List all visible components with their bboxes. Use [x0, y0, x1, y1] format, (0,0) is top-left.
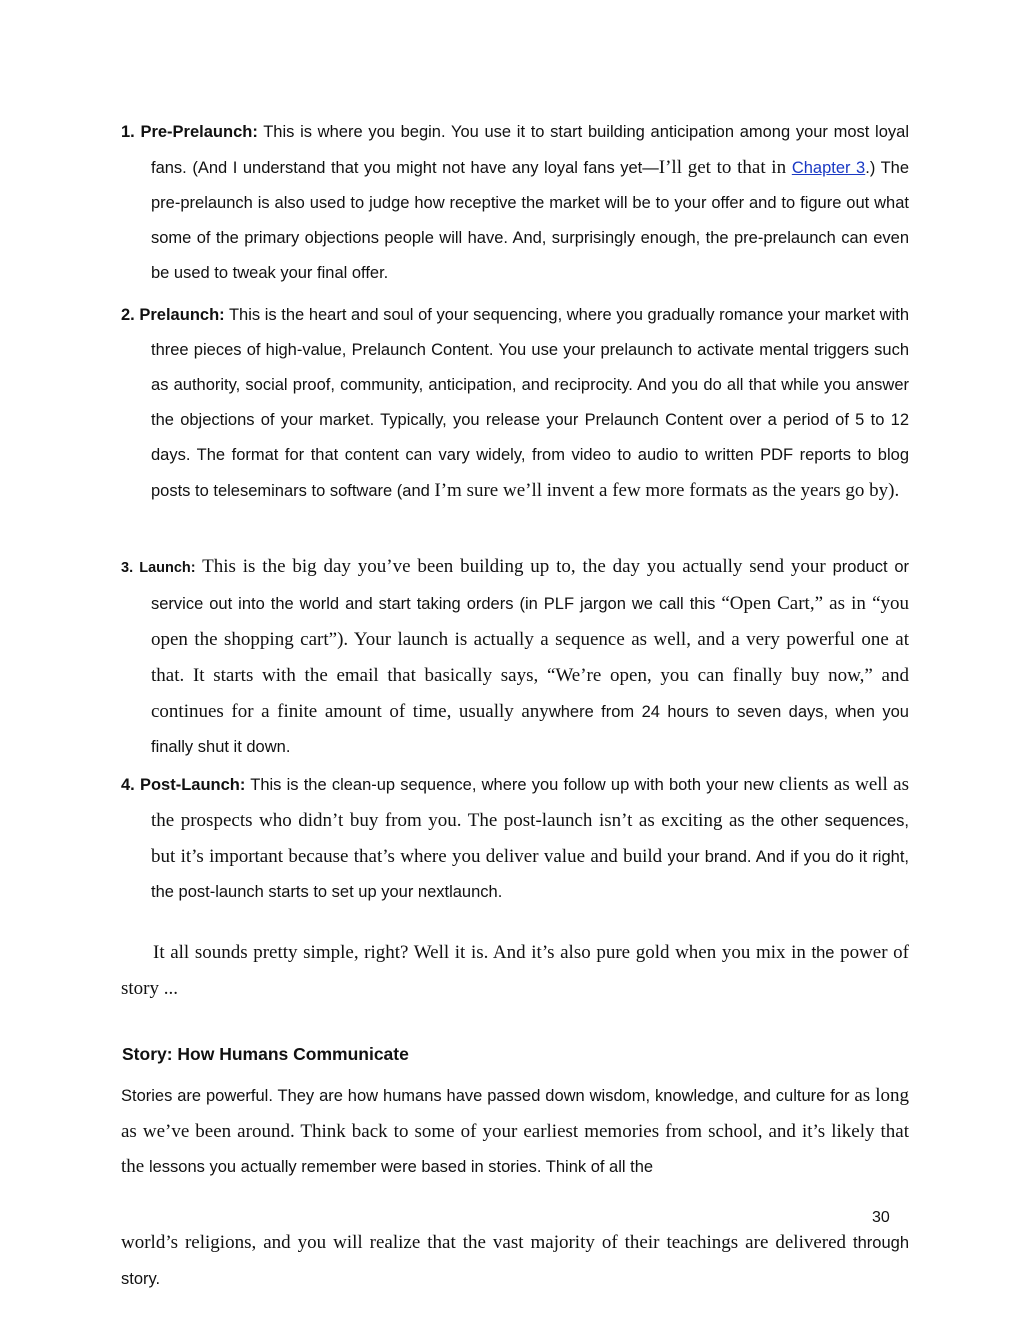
item-text-serif: I’ll get to that in [658, 157, 792, 178]
page-number: 30 [872, 1209, 890, 1226]
item-text-serif: clients as well as the prospects who didn’t buy from you. The post-launch isn’t as exciting as [151, 774, 909, 831]
summary-paragraph [121, 935, 909, 1007]
item-text-serif: “Open Cart,” as in “you open the shopping cart”). Your launch is actually a sequence as well, and a very powerful one at that. It starts with the email that basically says, “We’re open, you can finally buy now,” and continues for a finite amount of time, usually any [151, 593, 910, 722]
item-text-serif: but it’s important because that’s where you deliver value and build [151, 846, 668, 867]
item-text-serif: This is the big day you’ve been building up to, the day you actually send your [195, 556, 833, 577]
story-text-sans: lessons you actually remember were based in stories. Think of all the [148, 1158, 654, 1176]
summary-text-sans: the [811, 944, 835, 962]
item-label: 3. Launch: [121, 560, 196, 576]
chapter-3-link[interactable]: Chapter 3 [791, 159, 866, 177]
list-item-launch [121, 549, 909, 765]
item-text-serif: I’m sure we’ll invent a few more formats as the years go by). [434, 480, 900, 501]
item-label: 2. Prelaunch: [121, 306, 225, 324]
story-text-sans: Stories are powerful. They are how humans have passed down wisdom, knowledge, and culture for [121, 1087, 855, 1105]
continuation-paragraph [121, 1225, 909, 1297]
summary-text: It all sounds pretty simple, right? Well it is. And it’s also pure gold when you mix in [153, 942, 812, 963]
item-text: where from 24 hours to seven days, when you finally shut it down. [151, 703, 909, 756]
item-label: 1. Pre-Prelaunch: [121, 123, 258, 141]
item-text: .) The pre-prelaunch is also used to judge how receptive the market will be to your offer and to figure out what some of the primary objections people will have. And, surprisingly enough, the pre-prelaunch can even be used to tweak your final offer. [151, 159, 910, 282]
continuation-text: world’s religions, and you will realize that the vast majority of their teachings are delivered [121, 1232, 854, 1253]
story-paragraph [121, 1078, 909, 1185]
continuation-text-sans: through story. [121, 1234, 909, 1288]
summary-text: power of story ... [121, 942, 910, 999]
item-text: This is the clean-up sequence, where you follow up with both your new [245, 776, 779, 794]
item-text: product or service out into the world and start taking orders (in PLF jargon we call this [151, 558, 910, 613]
section-heading: Story: How Humans Communicate [122, 1044, 409, 1064]
item-text: the other sequences, [751, 812, 909, 830]
item-text: your brand. And if you do it right, the post-launch starts to set up your nextlaunch. [151, 848, 909, 901]
list-item-pre-prelaunch [121, 115, 909, 291]
item-text: This is where you begin. You use it to start building anticipation among your most loyal fans. (And I understand that you might not have any loyal fans yet— [151, 123, 909, 177]
item-text: This is the heart and soul of your sequencing, where you gradually romance your market with three pieces of high-value, Prelaunch Content. You use your prelaunch to activate mental triggers such as authority, social proof, community, anticipation, and reciprocity. And you do all that while you answer the objections of your market. Typically, you release your Prelaunch Content over a period of 5 to 12 days. The format for that content can vary widely, from video to audio to written PDF reports to blog posts to teleseminars to software (and [151, 306, 910, 500]
story-text: as long as we’ve been around. Think back to some of your earliest memories from school, and it’s likely that the [121, 1085, 909, 1177]
list-item-post-launch [121, 767, 909, 910]
item-label: 4. Post-Launch: [121, 776, 246, 794]
list-item-prelaunch [121, 298, 909, 509]
